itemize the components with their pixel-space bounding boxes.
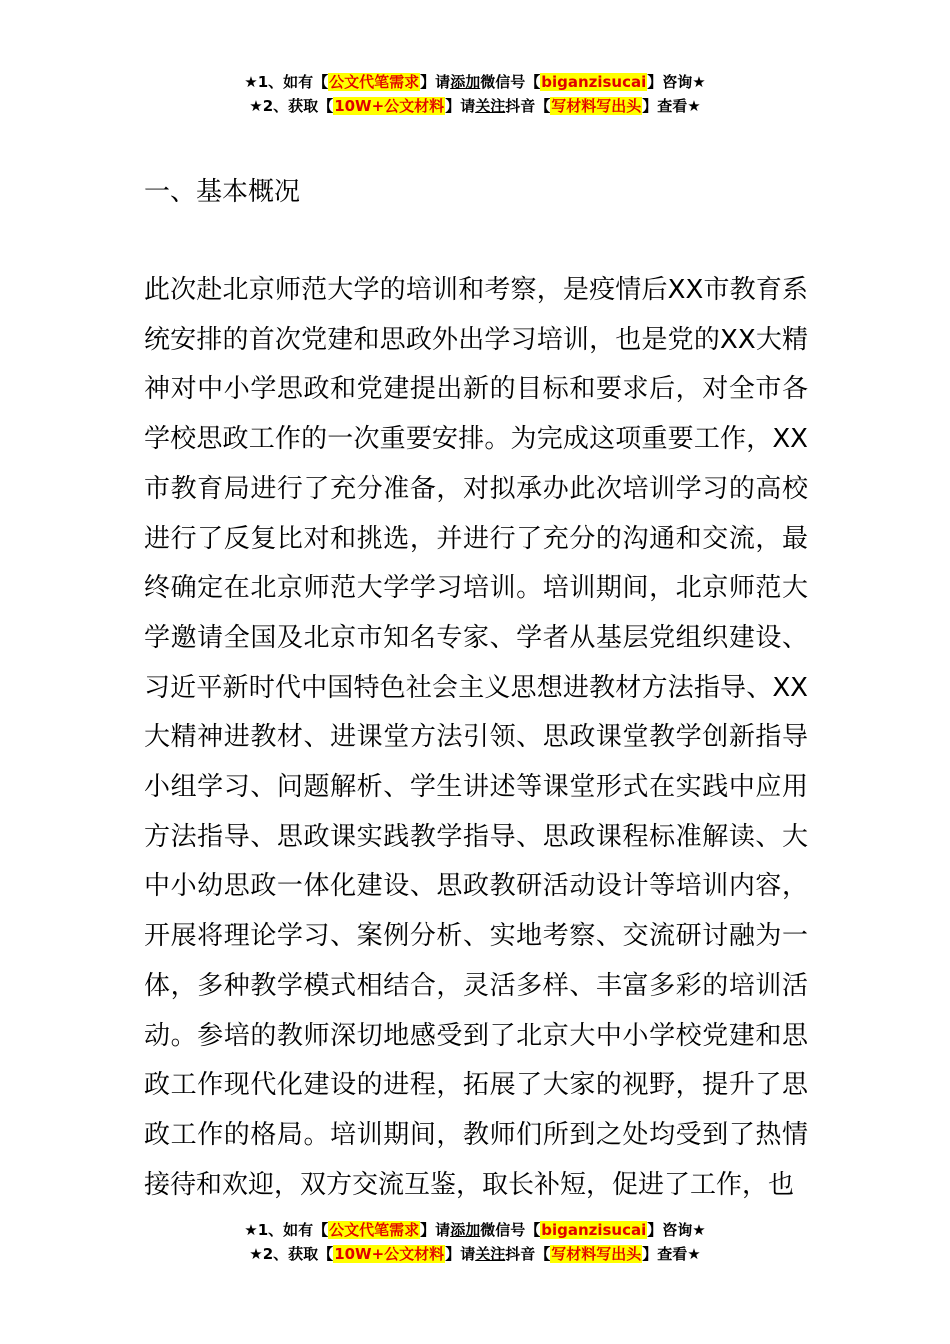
document-body: [144, 168, 808, 1210]
section-heading: 一、基本概况: [144, 177, 301, 207]
underlined-follow: 关注: [475, 97, 506, 115]
highlight-douyin-id: 写材料写出头: [551, 97, 642, 115]
highlight-wechat-id: biganzisucai: [541, 73, 647, 91]
underlined-add: 添加: [450, 73, 481, 91]
highlight-materials: 10W+公文材料: [334, 97, 445, 115]
underlined-add: 添加: [450, 1221, 481, 1239]
underlined-follow: 关注: [475, 1245, 506, 1263]
banner-line-2: ★2、获取【10W+公文材料】请关注抖音【写材料写出头】查看★: [249, 97, 701, 115]
body-paragraph: 此次赴北京师范大学的培训和考察，是疫情后XX市教育系统安排的首次党建和思政外出学习培训，也是党的XX大精神对中小学思政和党建提出新的目标和要求后，对全市各学校思政工作的一次重要安排。为完成这项重要工作，XX市教育局进行了充分准备，对拟承办此次培训学习的高校进行了反复比对和挑选，并进行了充分的沟通和交流，最终确定在北京师范大学学习培训。培训期间，北京师范大学邀请全国及北京市知名专家、学者从基层党组织建设、习近平新时代中国特色社会主义思想进教材方法指导、XX大精神进教材、进课堂方法引领、思政课堂教学创新指导小组学习、问题解析、学生讲述等课堂形式在实践中应用方法指导、思政课实践教学指导、思政课程标准解读、大中小幼思政一体化建设、思政教研活动设计等培训内容，开展将理论学习、案例分析、实地考察、交流研讨融为一体，多种教学模式相结合，灵活多样、丰富多彩的培训活动。参培的教师深切地感受到了北京大中小学校党建和思政工作现代化建设的进程，拓展了大家的视野，提升了思政工作的格局。培训期间，教师们所到之处均受到了热情接待和欢迎，双方交流互鉴，取长补短，促进了工作，也: [144, 275, 808, 1200]
banner-line-1: ★1、如有【公文代笔需求】请添加微信号【biganzisucai】咨询★: [244, 73, 706, 91]
footer-banner: [0, 1218, 950, 1266]
highlight-douyin-id: 写材料写出头: [551, 1245, 642, 1263]
header-banner: [0, 70, 950, 118]
highlight-service: 公文代笔需求: [329, 1221, 420, 1239]
banner-line-2: ★2、获取【10W+公文材料】请关注抖音【写材料写出头】查看★: [249, 1245, 701, 1263]
highlight-service: 公文代笔需求: [329, 73, 420, 91]
banner-line-1: ★1、如有【公文代笔需求】请添加微信号【biganzisucai】咨询★: [244, 1221, 706, 1239]
highlight-wechat-id: biganzisucai: [541, 1221, 647, 1239]
highlight-materials: 10W+公文材料: [334, 1245, 445, 1263]
